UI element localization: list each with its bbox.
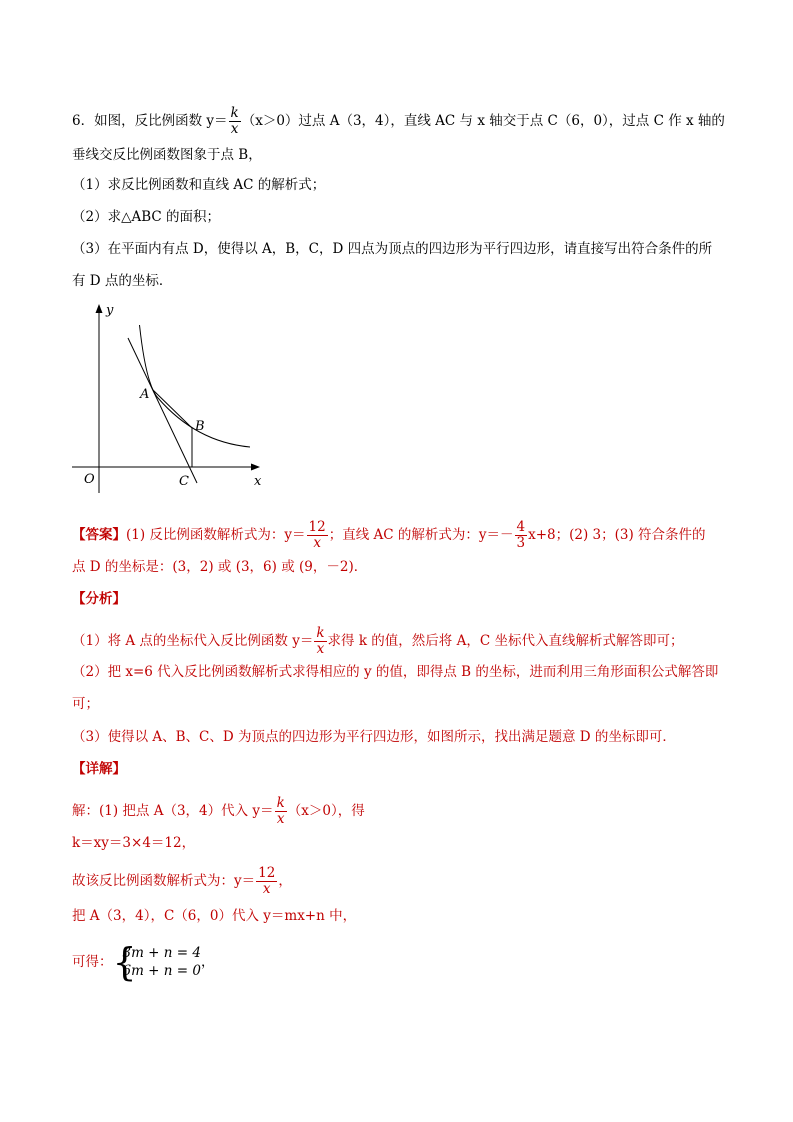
question-text: （x＞0）过点 A（3，4），直线 AC 与 x 轴交于点 C（6，0），过点 C 作 x 轴的	[241, 113, 725, 129]
x-axis-arrow	[251, 464, 260, 471]
fraction-k-over-x	[229, 106, 241, 137]
question-part-2: （2）求△ABC 的面积；	[72, 209, 221, 225]
equation-system	[112, 940, 201, 984]
analysis-step-3: （3）使得以 A、B、C、D 为顶点的四边形为平行四边形，如图所示，找出满足题意 D 的坐标即可．	[72, 729, 676, 745]
segment-ab	[153, 390, 192, 428]
fraction-12-over-x	[256, 866, 277, 897]
question-line-1	[72, 106, 725, 137]
fraction-numerator: k	[230, 105, 239, 121]
answer-line-1	[72, 520, 706, 551]
fraction-denominator: x	[262, 881, 271, 897]
fraction-denominator: x	[276, 811, 285, 827]
answer-text: x+8；(2) 3；(3) 符合条件的	[528, 527, 706, 543]
fraction-numerator: k	[316, 625, 325, 641]
fraction-denominator: x	[313, 535, 321, 551]
question-part-1: （1）求反比例函数和直线 AC 的解析式；	[72, 177, 326, 193]
fraction-12-over-x	[307, 520, 328, 551]
detail-line-5	[72, 940, 215, 984]
answer-tag: 【答案】	[72, 527, 126, 543]
y-axis-arrow	[96, 304, 103, 313]
fraction-numerator: k	[276, 795, 285, 811]
point-c-label: C	[179, 474, 189, 489]
y-axis-label: y	[106, 303, 114, 318]
question-text: 6．如图，反比例函数 y＝	[72, 113, 228, 129]
detail-line-3	[72, 866, 292, 897]
question-part-3-cont: 有 D 点的坐标．	[72, 273, 173, 289]
equation-1: 3m + n = 4	[122, 945, 201, 961]
answer-text: (1) 反比例函数解析式为：y＝	[126, 527, 306, 543]
detail-text: ，	[278, 873, 292, 889]
point-a-label: A	[140, 387, 150, 402]
line-ac	[128, 338, 197, 483]
analysis-step-2: （2）把 x=6 代入反比例函数解析式求得相应的 y 的值，即得点 B 的坐标，进而利用三角形面积公式解答即	[72, 664, 719, 680]
fraction-numerator: 12	[308, 519, 326, 535]
function-graph-figure	[68, 300, 268, 495]
detail-line-2: k＝xy＝3×4＝12，	[72, 835, 196, 851]
fraction-numerator: 12	[258, 865, 276, 881]
analysis-step-2-cont: 可；	[72, 696, 99, 712]
detail-text: 故该反比例函数解析式为：y＝	[72, 873, 256, 889]
analysis-text: 求得 k 的值，然后将 A，C 坐标代入直线解析式解答即可；	[327, 633, 684, 649]
equation-2: 6m + n = 0	[122, 963, 201, 979]
left-brace: {	[112, 940, 137, 984]
analysis-step-1	[72, 626, 683, 657]
fraction-k-over-x	[275, 796, 287, 827]
answer-text: ；直线 AC 的解析式为：y＝－	[328, 527, 514, 543]
fraction-numerator: 4	[516, 519, 526, 535]
fraction-denominator: x	[230, 121, 239, 137]
detail-text: （x＞0），得	[287, 803, 365, 819]
fraction-k-over-x	[314, 626, 326, 657]
fraction-4-over-3	[515, 520, 528, 551]
analysis-text: （1）将 A 点的坐标代入反比例函数 y＝	[72, 633, 314, 649]
detail-tag: 【详解】	[72, 761, 126, 777]
question-part-3: （3）在平面内有点 D，使得以 A，B，C，D 四点为顶点的四边形为平行四边形，请直接写出符合条件的所	[72, 241, 713, 257]
origin-label: O	[84, 472, 95, 487]
point-b-label: B	[195, 419, 205, 434]
detail-text: 解：(1) 把点 A（3，4）代入 y＝	[72, 803, 274, 819]
answer-line-2: 点 D 的坐标是：(3，2) 或 (3，6) 或 (9，－2)．	[72, 559, 368, 575]
fraction-denominator: x	[316, 641, 325, 657]
detail-line-4: 把 A（3，4），C（6，0）代入 y＝mx+n 中，	[72, 908, 357, 924]
fraction-denominator: 3	[516, 535, 526, 551]
question-line-2: 垂线交反比例函数图象于点 B，	[72, 147, 262, 163]
x-axis-label: x	[254, 474, 262, 489]
analysis-tag: 【分析】	[72, 591, 126, 607]
detail-text: 可得：	[72, 954, 113, 970]
detail-line-1	[72, 796, 365, 827]
detail-text: ，	[200, 954, 215, 970]
